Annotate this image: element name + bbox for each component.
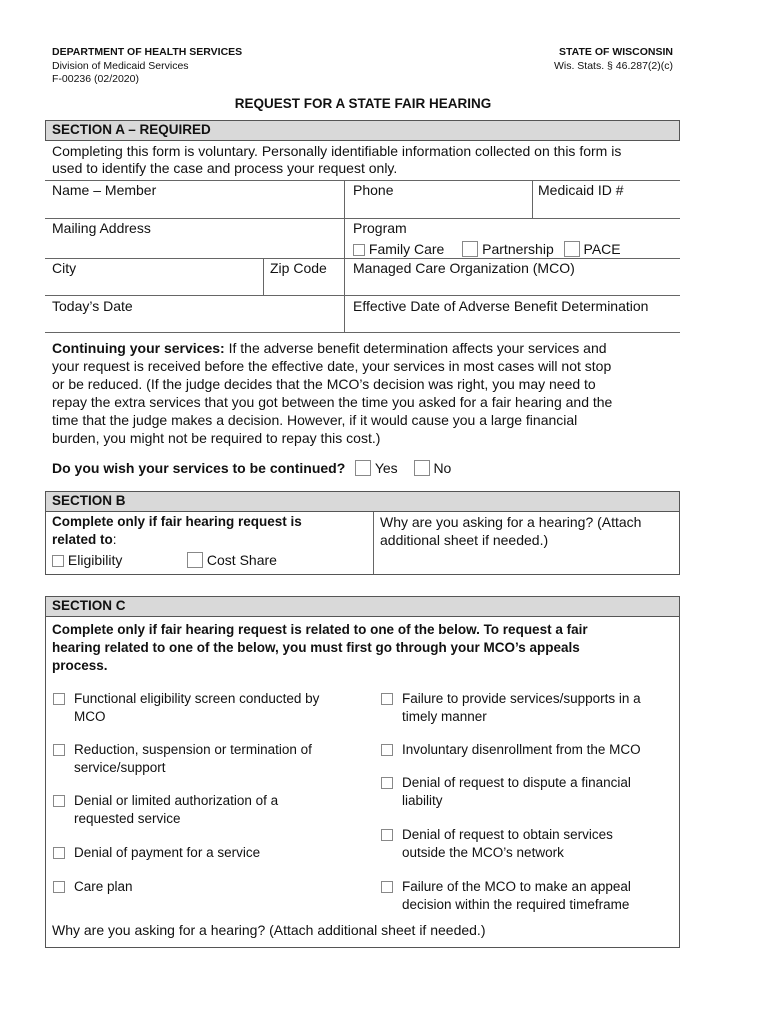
zip-code-field[interactable] xyxy=(270,259,342,294)
section-c-intro-line: hearing related to one of the below, you must first go through your MCO’s appeals xyxy=(52,640,580,655)
effective-date-field[interactable] xyxy=(353,297,678,331)
section-b-options xyxy=(52,551,122,569)
option-label: liability xyxy=(402,793,443,808)
state-name: STATE OF WISCONSIN xyxy=(559,46,673,58)
mco-label: Managed Care Organization (MCO) xyxy=(353,260,575,276)
statute-reference: Wis. Stats. § 46.287(2)(c) xyxy=(553,59,673,72)
pace-label: PACE xyxy=(583,241,621,257)
option-checkbox[interactable] xyxy=(381,693,393,705)
option-label: MCO xyxy=(74,709,106,724)
option-checkbox[interactable] xyxy=(53,693,65,705)
section-a-heading: SECTION A – REQUIRED xyxy=(45,120,680,141)
partnership-checkbox[interactable] xyxy=(462,241,478,257)
divider xyxy=(344,180,345,332)
continuing-line: time that the judge makes a decision. However, if it would cause you a large financial xyxy=(52,412,578,428)
continuing-line: or be reduced. (If the judge decides that the MCO’s decision was right, you may need to xyxy=(52,376,596,392)
form-number: F-00236 (02/2020) xyxy=(52,73,139,85)
family-care-label: Family Care xyxy=(368,241,445,257)
option-label: requested service xyxy=(74,811,181,826)
section-c-reason-field[interactable] xyxy=(52,921,676,945)
cost-share-option xyxy=(187,551,277,569)
todays-date-label: Today’s Date xyxy=(52,298,133,314)
cost-share-label: Cost Share xyxy=(206,552,277,568)
option-label: decision within the required timeframe xyxy=(402,897,630,912)
option-functional-eligibility[interactable] xyxy=(53,690,363,730)
phone-field[interactable] xyxy=(353,181,529,217)
section-c-heading: SECTION C xyxy=(45,596,680,617)
continue-services-row xyxy=(52,459,451,477)
section-b-reason-line-2: additional sheet if needed.) xyxy=(380,532,549,548)
section-b-reason-line-1: Why are you asking for a hearing? (Attach xyxy=(380,514,642,530)
member-name-label: Name – Member xyxy=(52,182,157,198)
option-label: Denial of request to obtain services xyxy=(402,827,613,842)
option-checkbox[interactable] xyxy=(53,744,65,756)
divider xyxy=(45,332,680,333)
mailing-address-label: Mailing Address xyxy=(52,220,151,236)
section-c-reason-label: Why are you asking for a hearing? (Attach additional sheet if needed.) xyxy=(52,922,486,938)
city-label: City xyxy=(52,260,77,276)
state-header xyxy=(554,46,673,73)
option-checkbox[interactable] xyxy=(53,847,65,859)
option-checkbox[interactable] xyxy=(381,777,393,789)
option-failure-provide[interactable] xyxy=(381,690,676,730)
option-label: Care plan xyxy=(74,879,133,894)
continue-no-checkbox[interactable] xyxy=(414,460,430,476)
option-denial-outside-network[interactable] xyxy=(381,826,676,866)
section-b-reason-field[interactable] xyxy=(380,513,676,571)
section-c-intro-line: process. xyxy=(52,658,108,673)
program-label: Program xyxy=(353,220,407,236)
divider xyxy=(263,258,264,295)
member-name-field[interactable] xyxy=(52,181,342,217)
eligibility-label: Eligibility xyxy=(67,552,123,568)
option-denial-payment[interactable] xyxy=(53,844,363,864)
option-checkbox[interactable] xyxy=(53,881,65,893)
option-reduction-suspension[interactable] xyxy=(53,741,363,781)
option-label: service/support xyxy=(74,760,166,775)
option-checkbox[interactable] xyxy=(381,829,393,841)
medicaid-id-label: Medicaid ID # xyxy=(538,182,624,198)
continuing-line: repay the extra services that you got between the time you asked for a fair hearing and the xyxy=(52,394,613,410)
section-b-heading: SECTION B xyxy=(45,491,680,512)
form-title: REQUEST FOR A STATE FAIR HEARING xyxy=(234,96,492,111)
option-failure-appeal-decision[interactable] xyxy=(381,878,676,918)
option-checkbox[interactable] xyxy=(53,795,65,807)
effective-date-label: Effective Date of Adverse Benefit Determination xyxy=(353,298,649,314)
continue-no-label: No xyxy=(433,460,452,476)
option-label: Failure of the MCO to make an appeal xyxy=(402,879,631,894)
option-denial-authorization[interactable] xyxy=(53,792,363,832)
agency-header xyxy=(52,46,242,87)
option-involuntary-disenrollment[interactable] xyxy=(381,741,676,761)
option-label: timely manner xyxy=(402,709,487,724)
eligibility-checkbox[interactable] xyxy=(52,555,64,567)
section-a-intro-line-1: Completing this form is voluntary. Personally identifiable information collected on this form is xyxy=(52,143,622,159)
section-b-instructions xyxy=(52,513,302,549)
option-denial-dispute-liability[interactable] xyxy=(381,774,676,814)
option-care-plan[interactable] xyxy=(53,878,363,898)
divider xyxy=(45,295,680,296)
divider xyxy=(373,512,374,574)
option-label: outside the MCO’s network xyxy=(402,845,564,860)
mco-field[interactable] xyxy=(353,259,678,294)
continuing-line: If the adverse benefit determination affects your services and xyxy=(224,340,607,356)
continuing-line: burden, you might not be required to repay this cost.) xyxy=(52,430,381,446)
pace-checkbox[interactable] xyxy=(564,241,580,257)
cost-share-checkbox[interactable] xyxy=(187,552,203,568)
medicaid-id-field[interactable] xyxy=(538,181,678,217)
option-checkbox[interactable] xyxy=(381,881,393,893)
todays-date-field[interactable] xyxy=(52,297,342,331)
section-b-instruction-colon: : xyxy=(112,532,117,547)
continue-yes-label: Yes xyxy=(374,460,398,476)
section-c-intro xyxy=(52,621,588,675)
phone-label: Phone xyxy=(353,182,394,198)
option-label: Denial or limited authorization of a xyxy=(74,793,279,808)
continuing-services-paragraph xyxy=(52,339,612,447)
option-label: Failure to provide services/supports in a xyxy=(402,691,641,706)
family-care-checkbox[interactable] xyxy=(353,244,365,256)
division-name: Division of Medicaid Services xyxy=(52,59,189,72)
option-label: Denial of payment for a service xyxy=(74,845,261,860)
zip-code-label: Zip Code xyxy=(270,260,327,276)
section-b-instruction-line-1: Complete only if fair hearing request is xyxy=(52,514,302,529)
option-label: Functional eligibility screen conducted by xyxy=(74,691,320,706)
department-name: DEPARTMENT OF HEALTH SERVICES xyxy=(52,46,243,58)
continue-services-question: Do you wish your services to be continued? xyxy=(52,460,346,476)
continuing-line: your request is received before the effective date, your services in most cases will not stop xyxy=(52,358,612,374)
option-label: Involuntary disenrollment from the MCO xyxy=(402,742,641,757)
program-options xyxy=(353,240,621,258)
section-a-intro-line-2: used to identify the case and process your request only. xyxy=(52,160,398,176)
section-c-intro-line: Complete only if fair hearing request is related to one of the below. To request a fair xyxy=(52,622,588,637)
mailing-address-field[interactable] xyxy=(52,219,342,257)
continuing-services-heading: Continuing your services: xyxy=(52,340,225,356)
city-field[interactable] xyxy=(52,259,260,294)
option-label: Reduction, suspension or termination of xyxy=(74,742,312,757)
continue-yes-checkbox[interactable] xyxy=(355,460,371,476)
divider xyxy=(532,180,533,218)
section-b-instruction-line-2: related to xyxy=(52,532,113,547)
partnership-label: Partnership xyxy=(482,241,554,257)
option-checkbox[interactable] xyxy=(381,744,393,756)
option-label: Denial of request to dispute a financial xyxy=(402,775,631,790)
